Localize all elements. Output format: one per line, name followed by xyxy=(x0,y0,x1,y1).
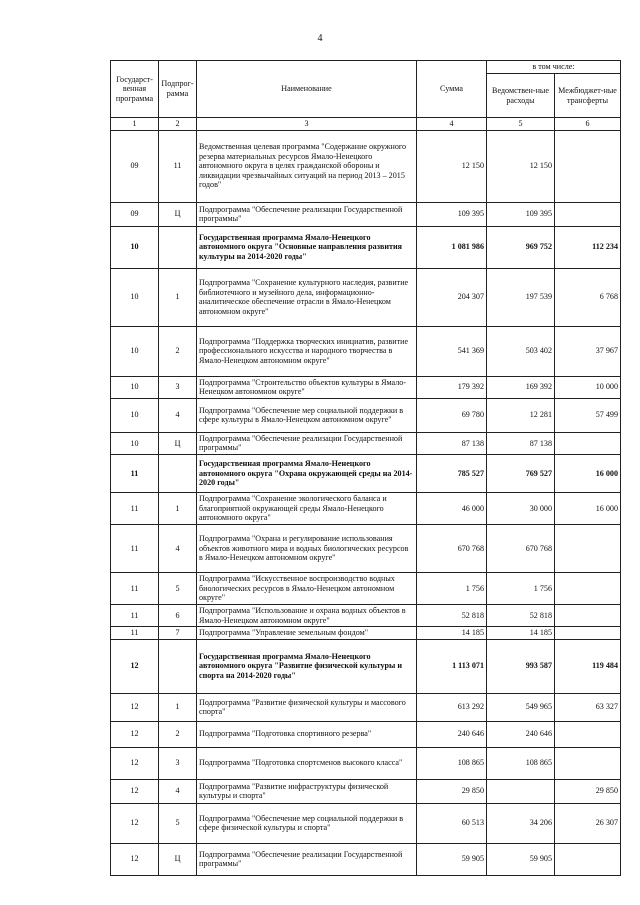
cell-sum: 14 185 xyxy=(417,627,487,640)
cell-interbudget-transfers xyxy=(555,843,621,875)
cell-departmental-expenses: 1 756 xyxy=(487,572,555,604)
cell-name: Подпрограмма "Обеспечение мер социальной поддержки в сфере физической культуры и спорта" xyxy=(197,803,417,843)
cell-name: Подпрограмма "Поддержка творческих инициатив, развитие профессионального искусства и народного творчества в Ямало-Ненецком автономном округе" xyxy=(197,326,417,376)
table-row xyxy=(111,524,621,572)
cell-interbudget-transfers: 16 000 xyxy=(555,454,621,492)
table-row xyxy=(111,721,621,747)
cell-name: Ведомственная целевая программа "Содержание окружного резерва материальных ресурсов Ямало-Ненецкого автономного округа в целях гражданской обороны и ликвидации чрезвычайных ситуаций на период 2013 – 2015 годов" xyxy=(197,130,417,202)
cell-departmental-expenses: 109 395 xyxy=(487,202,555,226)
cell-name: Подпрограмма "Охрана и регулирование использования объектов животного мира и водных биологических ресурсов в Ямало-Ненецком автономном округе" xyxy=(197,524,417,572)
cell-subprogram: 4 xyxy=(159,779,197,803)
cell-subprogram: 1 xyxy=(159,492,197,524)
table-row xyxy=(111,803,621,843)
cell-name: Подпрограмма "Управление земельным фондом" xyxy=(197,627,417,640)
header-sum: Сумма xyxy=(417,61,487,118)
cell-interbudget-transfers xyxy=(555,604,621,626)
cell-subprogram: 4 xyxy=(159,398,197,432)
table-row xyxy=(111,843,621,875)
table-row xyxy=(111,747,621,779)
cell-interbudget-transfers xyxy=(555,524,621,572)
table-row xyxy=(111,398,621,432)
cell-departmental-expenses: 169 392 xyxy=(487,376,555,398)
table-row xyxy=(111,202,621,226)
page-number: 4 xyxy=(317,33,323,44)
cell-departmental-expenses: 969 752 xyxy=(487,226,555,268)
column-number: 1 xyxy=(111,118,159,131)
table-row xyxy=(111,627,621,640)
column-number: 3 xyxy=(197,118,417,131)
cell-name: Подпрограмма "Сохранение экологического баланса и благоприятной окружающей среды Ямало-Ненецкого автономного округа" xyxy=(197,492,417,524)
cell-interbudget-transfers: 29 850 xyxy=(555,779,621,803)
cell-departmental-expenses: 108 865 xyxy=(487,747,555,779)
table-row xyxy=(111,492,621,524)
cell-name: Подпрограмма "Использование и охрана водных объектов в Ямало-Ненецком автономном округе" xyxy=(197,604,417,626)
cell-departmental-expenses: 12 150 xyxy=(487,130,555,202)
table-row xyxy=(111,130,621,202)
cell-interbudget-transfers: 37 967 xyxy=(555,326,621,376)
cell-interbudget-transfers: 112 234 xyxy=(555,226,621,268)
header-including: в том числе: xyxy=(487,61,621,74)
cell-departmental-expenses: 549 965 xyxy=(487,693,555,721)
column-number: 5 xyxy=(487,118,555,131)
cell-departmental-expenses: 34 206 xyxy=(487,803,555,843)
cell-departmental-expenses: 30 000 xyxy=(487,492,555,524)
cell-name: Подпрограмма "Развитие инфраструктуры физической культуры и спорта" xyxy=(197,779,417,803)
cell-name: Подпрограмма "Искусственное воспроизводство водных биологических ресурсов в Ямало-Ненецком автономном округе" xyxy=(197,572,417,604)
cell-interbudget-transfers: 63 327 xyxy=(555,693,621,721)
cell-state-program: 12 xyxy=(111,639,159,693)
cell-interbudget-transfers: 57 499 xyxy=(555,398,621,432)
cell-subprogram: Ц xyxy=(159,432,197,454)
cell-state-program: 11 xyxy=(111,572,159,604)
cell-sum: 613 292 xyxy=(417,693,487,721)
cell-state-program: 12 xyxy=(111,843,159,875)
cell-subprogram: 5 xyxy=(159,572,197,604)
cell-interbudget-transfers: 119 484 xyxy=(555,639,621,693)
cell-state-program: 11 xyxy=(111,492,159,524)
cell-interbudget-transfers xyxy=(555,747,621,779)
cell-sum: 541 369 xyxy=(417,326,487,376)
cell-sum: 1 756 xyxy=(417,572,487,604)
cell-interbudget-transfers: 6 768 xyxy=(555,268,621,326)
cell-departmental-expenses: 993 587 xyxy=(487,639,555,693)
column-numbers-row xyxy=(111,118,621,131)
cell-sum: 29 850 xyxy=(417,779,487,803)
cell-subprogram xyxy=(159,454,197,492)
cell-state-program: 12 xyxy=(111,747,159,779)
table-row xyxy=(111,454,621,492)
cell-sum: 46 000 xyxy=(417,492,487,524)
column-number: 4 xyxy=(417,118,487,131)
table-row xyxy=(111,693,621,721)
table-row xyxy=(111,779,621,803)
cell-sum: 12 150 xyxy=(417,130,487,202)
cell-name: Государственная программа Ямало-Ненецкого автономного округа "Охрана окружающей среды на 2014-2020 годы" xyxy=(197,454,417,492)
cell-name: Подпрограмма "Развитие физической культуры и массового спорта" xyxy=(197,693,417,721)
cell-sum: 60 513 xyxy=(417,803,487,843)
cell-subprogram: 6 xyxy=(159,604,197,626)
cell-state-program: 11 xyxy=(111,524,159,572)
table-row xyxy=(111,572,621,604)
cell-departmental-expenses: 197 539 xyxy=(487,268,555,326)
cell-name: Подпрограмма "Подготовка спортсменов высокого класса" xyxy=(197,747,417,779)
cell-state-program: 10 xyxy=(111,268,159,326)
cell-subprogram: Ц xyxy=(159,202,197,226)
cell-sum: 59 905 xyxy=(417,843,487,875)
cell-departmental-expenses: 52 818 xyxy=(487,604,555,626)
cell-sum: 1 081 986 xyxy=(417,226,487,268)
table-row xyxy=(111,604,621,626)
cell-interbudget-transfers xyxy=(555,721,621,747)
cell-sum: 670 768 xyxy=(417,524,487,572)
cell-departmental-expenses: 503 402 xyxy=(487,326,555,376)
header-interbudget-transfers: Межбюджет-ные трансферты xyxy=(555,74,621,118)
cell-subprogram xyxy=(159,226,197,268)
cell-sum: 204 307 xyxy=(417,268,487,326)
cell-state-program: 10 xyxy=(111,398,159,432)
header-name: Наименование xyxy=(197,61,417,118)
cell-name: Подпрограмма "Подготовка спортивного резерва" xyxy=(197,721,417,747)
cell-name: Государственная программа Ямало-Ненецкого автономного округа "Развитие физической культуры и спорта на 2014-2020 годы" xyxy=(197,639,417,693)
cell-departmental-expenses: 59 905 xyxy=(487,843,555,875)
table-row xyxy=(111,326,621,376)
cell-name: Подпрограмма "Обеспечение реализации Государственной программы" xyxy=(197,843,417,875)
cell-sum: 240 646 xyxy=(417,721,487,747)
table-row xyxy=(111,268,621,326)
cell-name: Подпрограмма "Строительство объектов культуры в Ямало-Ненецком автономном округе" xyxy=(197,376,417,398)
cell-sum: 109 395 xyxy=(417,202,487,226)
cell-state-program: 10 xyxy=(111,432,159,454)
budget-table xyxy=(110,60,621,876)
cell-name: Подпрограмма "Обеспечение мер социальной поддержки в сфере культуры в Ямало-Ненецком автономном округе" xyxy=(197,398,417,432)
cell-subprogram: 1 xyxy=(159,268,197,326)
cell-interbudget-transfers xyxy=(555,432,621,454)
cell-interbudget-transfers xyxy=(555,572,621,604)
column-number: 6 xyxy=(555,118,621,131)
cell-sum: 108 865 xyxy=(417,747,487,779)
cell-sum: 785 527 xyxy=(417,454,487,492)
cell-sum: 87 138 xyxy=(417,432,487,454)
cell-name: Подпрограмма "Обеспечение реализации Государственной программы" xyxy=(197,202,417,226)
header-state-program: Государст-венная программа xyxy=(111,61,159,118)
cell-sum: 69 780 xyxy=(417,398,487,432)
cell-subprogram: 11 xyxy=(159,130,197,202)
table-row xyxy=(111,226,621,268)
cell-subprogram: 3 xyxy=(159,376,197,398)
cell-sum: 1 113 071 xyxy=(417,639,487,693)
header-departmental-expenses: Ведомствен-ные расходы xyxy=(487,74,555,118)
cell-departmental-expenses xyxy=(487,779,555,803)
cell-subprogram: 2 xyxy=(159,326,197,376)
cell-interbudget-transfers xyxy=(555,627,621,640)
cell-state-program: 09 xyxy=(111,202,159,226)
cell-state-program: 11 xyxy=(111,454,159,492)
cell-name: Подпрограмма "Обеспечение реализации Государственной программы" xyxy=(197,432,417,454)
table-row xyxy=(111,376,621,398)
cell-subprogram: 1 xyxy=(159,693,197,721)
cell-departmental-expenses: 240 646 xyxy=(487,721,555,747)
cell-state-program: 10 xyxy=(111,376,159,398)
cell-name: Государственная программа Ямало-Ненецкого автономного округа "Основные направления развития культуры на 2014-2020 годы" xyxy=(197,226,417,268)
cell-state-program: 12 xyxy=(111,779,159,803)
cell-state-program: 12 xyxy=(111,803,159,843)
cell-subprogram: 4 xyxy=(159,524,197,572)
cell-interbudget-transfers xyxy=(555,202,621,226)
table-row xyxy=(111,432,621,454)
table-row xyxy=(111,639,621,693)
cell-departmental-expenses: 670 768 xyxy=(487,524,555,572)
cell-sum: 179 392 xyxy=(417,376,487,398)
cell-state-program: 12 xyxy=(111,721,159,747)
cell-interbudget-transfers xyxy=(555,130,621,202)
cell-state-program: 11 xyxy=(111,627,159,640)
cell-state-program: 10 xyxy=(111,326,159,376)
cell-state-program: 09 xyxy=(111,130,159,202)
cell-state-program: 12 xyxy=(111,693,159,721)
cell-departmental-expenses: 769 527 xyxy=(487,454,555,492)
cell-interbudget-transfers: 26 307 xyxy=(555,803,621,843)
cell-subprogram: 3 xyxy=(159,747,197,779)
header-subprogram: Подпрог-рамма xyxy=(159,61,197,118)
cell-state-program: 10 xyxy=(111,226,159,268)
cell-name: Подпрограмма "Сохранение культурного наследия, развитие библиотечного и музейного дела, информационно-аналитическое обеспечение отрасли в Ямало-Ненецком автономном округе" xyxy=(197,268,417,326)
cell-sum: 52 818 xyxy=(417,604,487,626)
cell-interbudget-transfers: 16 000 xyxy=(555,492,621,524)
cell-subprogram: 2 xyxy=(159,721,197,747)
cell-subprogram: 5 xyxy=(159,803,197,843)
cell-subprogram: 7 xyxy=(159,627,197,640)
cell-departmental-expenses: 87 138 xyxy=(487,432,555,454)
cell-interbudget-transfers: 10 000 xyxy=(555,376,621,398)
cell-state-program: 11 xyxy=(111,604,159,626)
cell-subprogram xyxy=(159,639,197,693)
cell-departmental-expenses: 14 185 xyxy=(487,627,555,640)
cell-subprogram: Ц xyxy=(159,843,197,875)
cell-departmental-expenses: 12 281 xyxy=(487,398,555,432)
column-number: 2 xyxy=(159,118,197,131)
